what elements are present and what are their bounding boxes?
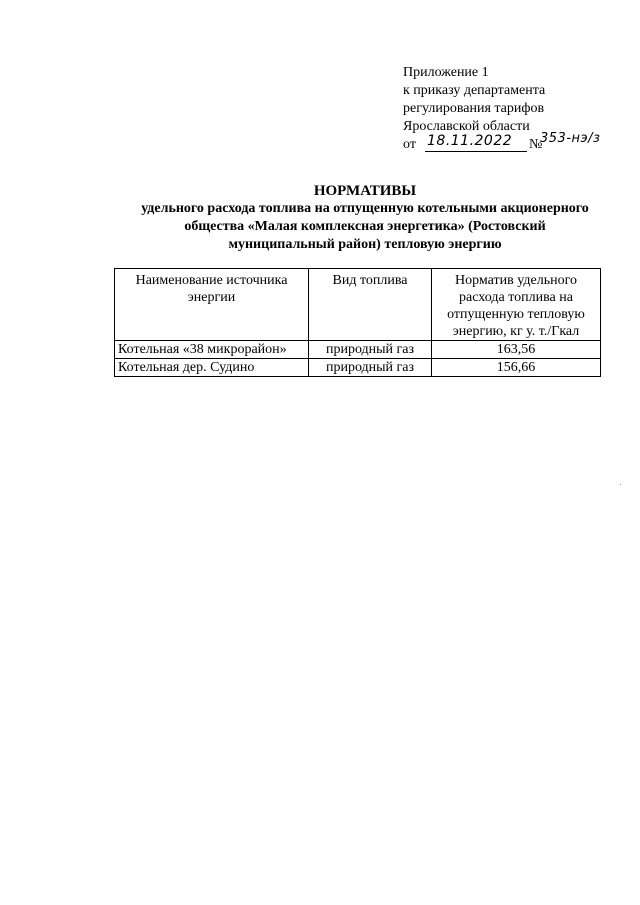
number-field [540, 130, 602, 151]
norms-table [114, 268, 601, 377]
table-header-row [115, 269, 601, 341]
document-subtitle-line-2: общества «Малая комплексная энергетика» (Ростовский [184, 219, 546, 234]
header-fuel-type: Вид топлива [309, 269, 432, 341]
annex-header [403, 64, 601, 154]
date-from-label: от [403, 137, 416, 152]
document-title-block [100, 182, 630, 254]
annex-title: Приложение 1 [403, 65, 489, 80]
annex-order-ref: к приказу департамента [403, 83, 546, 98]
date-field [425, 132, 527, 152]
table-row [115, 341, 601, 359]
cell-source-name: Котельная дер. Судино [115, 359, 309, 377]
cell-source-name: Котельная «38 микрорайон» [115, 341, 309, 359]
document-subtitle-line-1: удельного расхода топлива на отпущенную котельными акционерного [141, 201, 589, 216]
header-norm-value: Норматив удельного расхода топлива на отпущенную тепловую энергию, кг у. т./Гкал [432, 269, 601, 341]
number-label: № [529, 137, 543, 152]
table-row [115, 359, 601, 377]
annex-date-number-row [403, 131, 601, 154]
cell-fuel-type: природный газ [309, 341, 432, 359]
cell-norm-value: 163,56 [432, 341, 601, 359]
document-subtitle-line-3: муниципальный район) тепловую энергию [228, 237, 502, 252]
handwritten-number: 353-нэ/з [540, 131, 601, 146]
scan-speck [620, 484, 621, 485]
cell-norm-value: 156,66 [432, 359, 601, 377]
annex-region: Ярославской области [403, 119, 530, 134]
document-title: НОРМАТИВЫ [313, 183, 417, 199]
header-source-name: Наименование источника энергии [115, 269, 309, 341]
handwritten-date: 18.11.2022 [427, 133, 513, 149]
cell-fuel-type: природный газ [309, 359, 432, 377]
annex-department: регулирования тарифов [403, 101, 545, 116]
